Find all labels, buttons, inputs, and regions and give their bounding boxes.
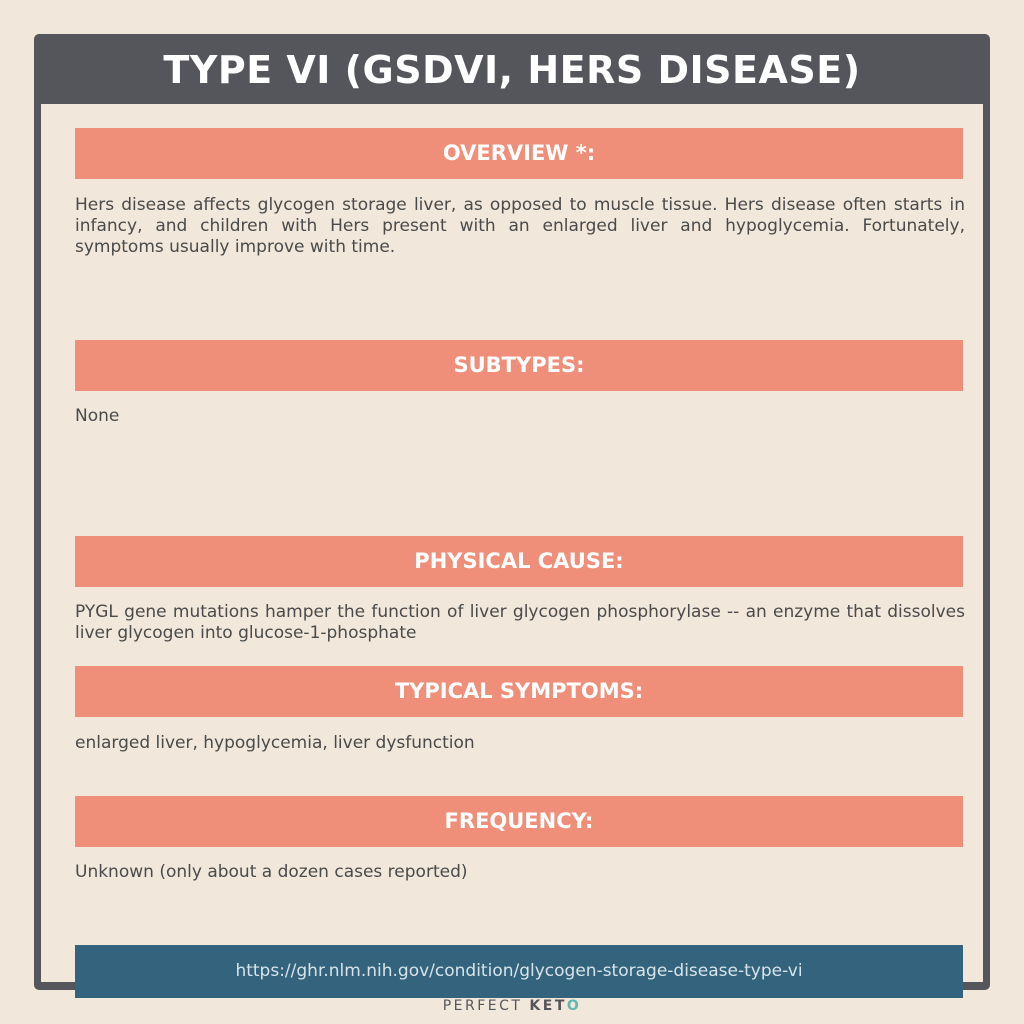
source-link[interactable]: https://ghr.nlm.nih.gov/condition/glycogen-storage-disease-type-vi [75, 945, 963, 998]
section-text-typical-symptoms: enlarged liver, hypoglycemia, liver dysfunction [75, 733, 475, 753]
card-body [41, 104, 983, 982]
brand-part1: PERFECT [442, 998, 530, 1014]
section-heading-typical-symptoms: TYPICAL SYMPTOMS: [75, 666, 963, 717]
section-text-subtypes: None [75, 406, 120, 426]
section-heading-overview: OVERVIEW *: [75, 128, 963, 179]
brand-o-icon: O [566, 998, 582, 1014]
brand-part2: KET [529, 998, 567, 1014]
section-text-physical-cause: PYGL gene mutations hamper the function of liver glycogen phosphorylase -- an enzyme that dissolves liver glycogen into glucose-1-phosphate [75, 602, 965, 643]
section-heading-subtypes: SUBTYPES: [75, 340, 963, 391]
section-text-overview: Hers disease affects glycogen storage liver, as opposed to muscle tissue. Hers disease often starts in infancy, and children with Hers present with an enlarged liver and hypoglycemia. Fortunately, symptoms usually improve with time. [75, 195, 965, 257]
section-text-frequency: Unknown (only about a dozen cases reported) [75, 862, 468, 882]
card-frame [34, 34, 990, 990]
section-heading-frequency: FREQUENCY: [75, 796, 963, 847]
brand-logo [0, 998, 1024, 1014]
section-heading-physical-cause: PHYSICAL CAUSE: [75, 536, 963, 587]
page-title: TYPE VI (GSDVI, HERS DISEASE) [163, 48, 861, 92]
